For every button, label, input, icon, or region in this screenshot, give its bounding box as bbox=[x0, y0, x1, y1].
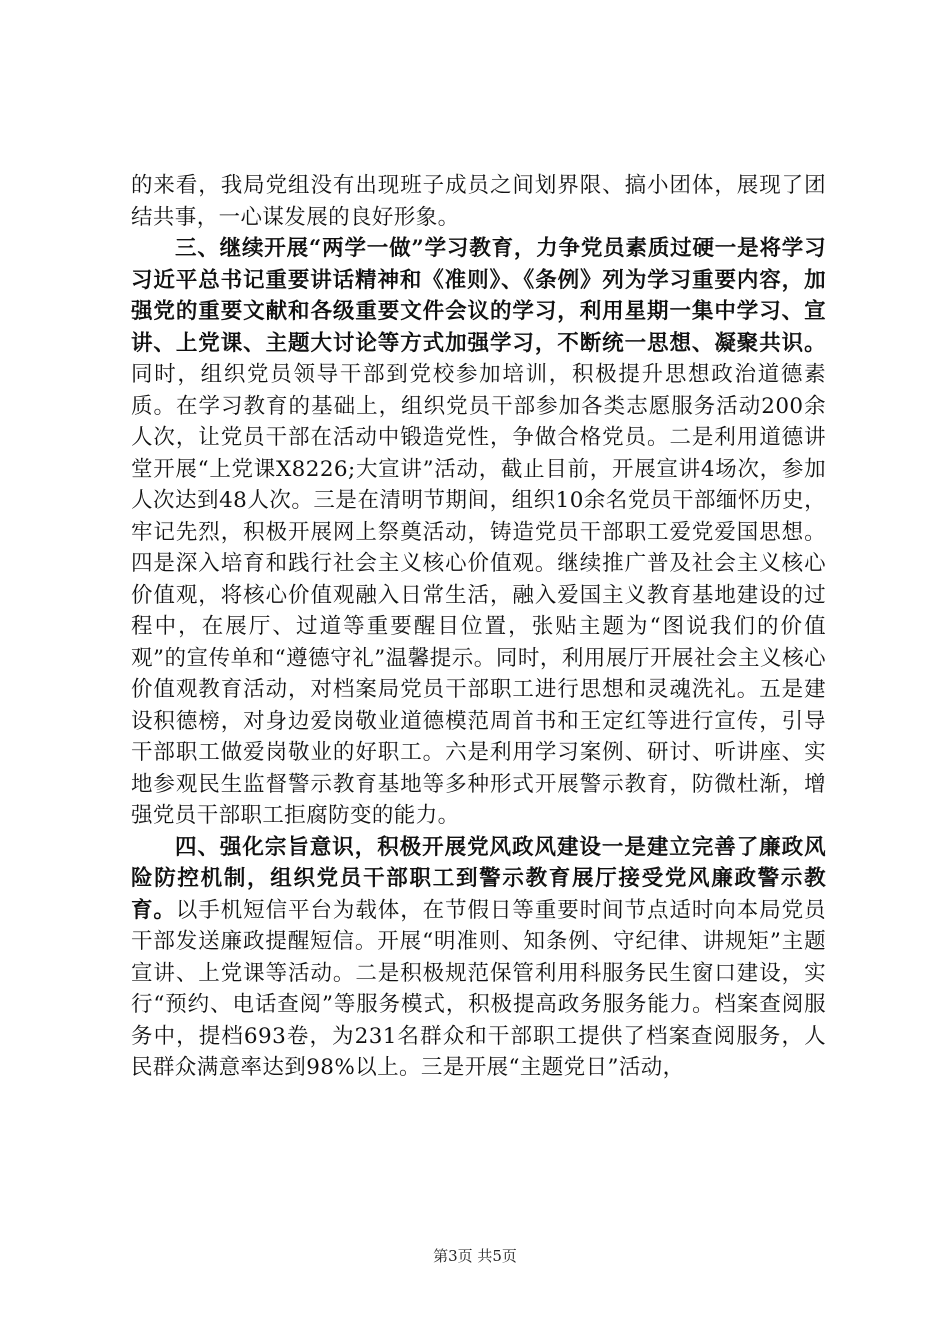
document-body bbox=[131, 170, 826, 1084]
section-four-body: 以手机短信平台为载体，在节假日等重要时间节点适时向本局党员干部发送廉政提醒短信。开展“明准则、知条例、守纪律、讲规矩”主题宣讲、上党课等活动。二是积极规范保管利用科服务民生窗口建设，实行“预约、电话查阅”等服务模式，积极提高政务服务能力。档案查阅服务中，提档693卷，为231名群众和干部职工提供了档案查阅服务，人民群众满意率达到98%以上。三是开展“主题党日”活动， bbox=[131, 897, 826, 1080]
section-three-heading: 三、继续开展“两学一做”学习教育，力争党员素质过硬一是将学习习近平总书记重要讲话精神和《准则》、《条例》列为学习重要内容，加强党的重要文献和各级重要文件会议的学习，利用星期一集中学习、宣讲、上党课、主题大讨论等方式加强学习，不断统一思想、凝聚共识。 bbox=[131, 236, 826, 356]
paragraph-text: 的来看，我局党组没有出现班子成员之间划界限、搞小团体，展现了团结共事，一心谋发展的良好形象。 bbox=[131, 173, 826, 230]
paragraph-section-four bbox=[131, 832, 826, 1084]
paragraph-continued bbox=[131, 170, 826, 233]
section-four-heading: 四、强化宗旨意识，积极开展党风政风建设一是建立完善了廉政风险防控机制，组织党员干部职工到警示教育展厅接受党风廉政警示教育。 bbox=[131, 834, 826, 923]
paragraph-section-three bbox=[131, 233, 826, 832]
section-three-body: 同时，组织党员领导干部到党校参加培训，积极提升思想政治道德素质。在学习教育的基础上，组织党员干部参加各类志愿服务活动200余人次，让党员干部在活动中锻造党性，争做合格党员。二是利用道德讲堂开展“上党课X8226;大宣讲”活动，截止目前，开展宣讲4场次，参加人次达到48人次。三是在清明节期间，组织10余名党员干部缅怀历史，牢记先烈，积极开展网上祭奠活动，铸造党员干部职工爱党爱国思想。四是深入培育和践行社会主义核心价值观。继续推广普及社会主义核心价值观，将核心价值观融入日常生活，融入爱国主义教育基地建设的过程中，在展厅、过道等重要醒目位置，张贴主题为“图说我们的价值观”的宣传单和“遵德守礼”温馨提示。同时，利用展厅开展社会主义核心价值观教育活动，对档案局党员干部职工进行思想和灵魂洗礼。五是建设积德榜，对身边爱岗敬业道德模范周首书和王定红等进行宣传，引导干部职工做爱岗敬业的好职工。六是利用学习案例、研讨、听讲座、实地参观民生监督警示教育基地等多种形式开展警示教育，防微杜渐，增强党员干部职工拒腐防变的能力。 bbox=[131, 362, 826, 828]
page-number-footer: 第3页 共5页 bbox=[433, 1247, 517, 1265]
